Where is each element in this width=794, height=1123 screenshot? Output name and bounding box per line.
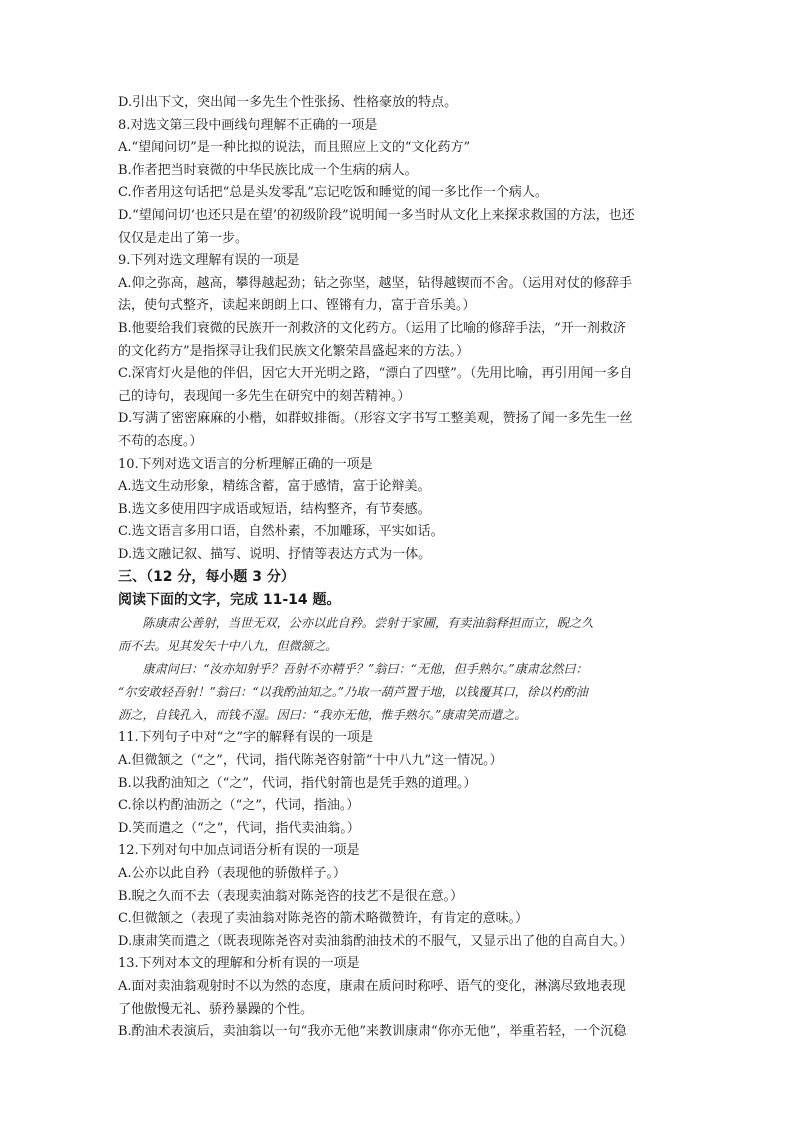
option-9a-line2: 法，使句式整齐，读起来朗朗上口、铿锵有力，富于音乐美。） — [118, 298, 476, 314]
passage-p2-line3: 沥之，自钱孔入，而钱不湿。因曰：“我亦无他，惟手熟尔。”康肃笑而遣之。 — [118, 708, 527, 723]
option-9a-line1: A.仰之弥高，越高，攀得越起劲；钻之弥坚，越坚，钻得越锲而不舍。（运用对仗的修辞手 — [118, 275, 633, 291]
option-11c: C.徐以杓酌油沥之（“之”，代词，指油。） — [118, 798, 360, 814]
option-8d-line2: 仅仅是走出了第一步。 — [118, 230, 249, 246]
option-9c-line1: C.深宵灯火是他的伴侣，因它大开光明之路，“漂白了四壁”。（先用比喻，再引用闻一多自 — [118, 366, 633, 382]
option-10c: C.选文语言多用口语，自然朴素，不加雕琢，平实如话。 — [118, 524, 444, 540]
passage-p1-line1: 陈康肃公善射，当世无双，公亦以此自矜。尝射于家圃，有卖油翁释担而立，睨之久 — [142, 616, 594, 631]
section-3-instruction: 阅读下面的文字，完成 11-14 题。 — [118, 592, 341, 609]
classical-passage — [118, 612, 678, 727]
option-9c-line2: 己的诗句，表现闻一多先生在研究中的刻苦精神。） — [118, 388, 411, 404]
option-12d: D.康肃笑而遣之（既表现陈尧咨对卖油翁酌油技术的不服气，又显示出了他的自高自大。） — [118, 933, 633, 949]
option-13a-line2: 了他傲慢无礼、骄矜暴躁的个性。 — [118, 1001, 314, 1017]
option-12b: B.睨之久而不去（表现卖油翁对陈尧咨的技艺不是很在意。） — [118, 888, 464, 904]
question-12-stem: 12.下列对句中加点词语分析有误的一项是 — [118, 843, 360, 859]
option-12c: C.但微颔之（表现了卖油翁对陈尧咨的箭术略微赞许，有肯定的意味。） — [118, 911, 529, 927]
question-8-stem: 8.对选文第三段中画线句理解不正确的一项是 — [118, 117, 378, 133]
option-8b: B.作者把当时衰微的中华民族比成一个生病的病人。 — [118, 162, 418, 178]
passage-paragraph-1 — [118, 612, 678, 658]
option-9d-line1: D.写满了密密麻麻的小楷，如群蚁排衙。（形容文字书写工整美观，赞扬了闻一多先生一丝 — [118, 411, 633, 427]
option-13b-line1: B.酌油术表演后，卖油翁以一句“我亦无他”来教训康肃“你亦无他”，举重若轻，一个沉稳 — [118, 1024, 627, 1040]
option-9d-line2: 不苟的态度。） — [118, 433, 203, 449]
option-9b-line2: 的文化药方”是指探寻让我们民族文化繁荣昌盛起来的方法。） — [118, 343, 470, 359]
option-11a: A.但微颔之（“之”，代词，指代陈尧咨射箭“十中八九”这一情况。） — [118, 753, 503, 769]
question-11-stem: 11.下列句子中对“之”字的解释有误的一项是 — [118, 730, 373, 746]
option-8c: C.作者用这句话把“总是头发零乱”忘记吃饭和睡觉的闻一多比作一个病人。 — [118, 185, 548, 201]
option-9b-line1: B.他要给我们衰微的民族开一剂救济的文化药方。（运用了比喻的修辞手法，“开一剂救济 — [118, 320, 626, 336]
option-11b: B.以我酌油知之（“之”，代词，指代射箭也是凭手熟的道理。） — [118, 775, 477, 791]
option-12a: A.公亦以此自矜（表现他的骄傲样子。） — [118, 866, 347, 882]
question-10-stem: 10.下列对选文语言的分析理解正确的一项是 — [118, 456, 373, 472]
question-block-11-13 — [118, 727, 678, 1043]
option-11d: D.笑而遣之（“之”，代词，指代卖油翁。） — [118, 820, 360, 836]
section-3-title: 三、（12 分，每小题 3 分） — [118, 569, 295, 586]
question-9-stem: 9.下列对选文理解有误的一项是 — [118, 253, 300, 269]
question-block-7-10 — [118, 92, 678, 566]
option-8d-line1: D.“望闻问切‘也还只是在望’的初级阶段”说明闻一多当时从文化上来探求救国的方法，也还 — [118, 207, 635, 223]
option-10d: D.选文融记叙、描写、说明、抒情等表达方式为一体。 — [118, 546, 432, 562]
option-13a-line1: A.面对卖油翁观射时不以为然的态度，康肃在质问时称呼、语气的变化，淋漓尽致地表现 — [118, 979, 626, 994]
question-13-stem: 13.下列对本文的理解和分析有误的一项是 — [118, 956, 360, 972]
passage-p2-line1: 康肃问曰：“汝亦知射乎？吾射不亦精乎？”翁曰：“无他，但手熟尔。”康肃忿然曰： — [142, 662, 588, 677]
passage-paragraph-2 — [118, 658, 678, 727]
option-7d: D.引出下文，突出闻一多先生个性张扬、性格豪放的特点。 — [118, 95, 458, 110]
passage-p1-line2: 而不去。见其发矢十中八九，但微颔之。 — [118, 639, 338, 654]
option-10a: A.选文生动形象，精练含蓄，富于感情，富于论辩美。 — [118, 479, 431, 495]
passage-p2-line2: “尔安敢轻吾射！”翁曰：“以我酌油知之。”乃取一葫芦置于地，以钱覆其口，徐以杓酌油 — [118, 685, 588, 700]
option-8a: A.“望闻问切”是一种比拟的说法，而且照应上文的“文化药方” — [118, 140, 471, 156]
option-10b: B.选文多使用四字成语或短语，结构整齐，有节奏感。 — [118, 501, 431, 517]
exam-page — [118, 92, 678, 1044]
